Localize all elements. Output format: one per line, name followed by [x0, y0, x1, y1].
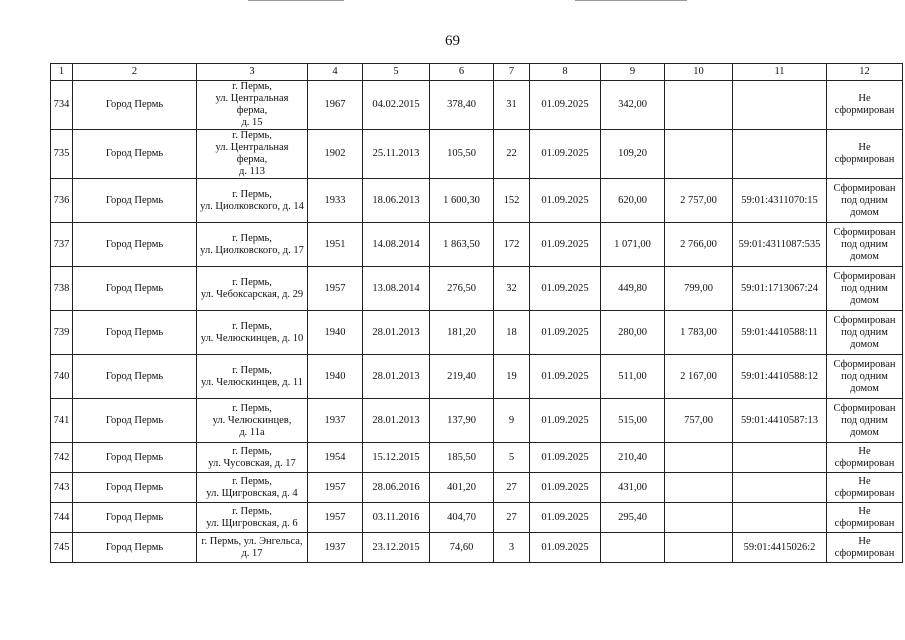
column-header: 5 [363, 64, 430, 81]
municipality-cell: Город Пермь [73, 223, 197, 267]
address-cell-line: ул. Челюскинцев, д. 11 [200, 376, 304, 388]
area-2-cell: 511,00 [601, 355, 665, 399]
area-2-cell [601, 533, 665, 563]
table-row [51, 399, 903, 443]
cadastral-number-cell: 59:01:4410587:13 [733, 399, 827, 443]
land-status-cell [827, 267, 903, 311]
land-status-cell-line: под одним [841, 326, 888, 338]
area-2-cell: 109,20 [601, 130, 665, 179]
header-row [51, 64, 903, 81]
land-status-cell-line: домом [850, 338, 879, 350]
top-rule-right [575, 0, 687, 1]
address-cell [197, 503, 308, 533]
register-table [50, 63, 903, 563]
address-cell-line: ул. Циолковского, д. 17 [200, 244, 304, 256]
address-cell [197, 399, 308, 443]
planned-date-cell: 01.09.2025 [530, 443, 601, 473]
date-cell: 28.06.2016 [363, 473, 430, 503]
area-cell: 276,50 [430, 267, 494, 311]
address-cell-line: ул. Щигровская, д. 6 [206, 517, 298, 529]
cadastral-number-cell [733, 503, 827, 533]
address-cell-line: ул. Центральная ферма, [215, 142, 289, 165]
planned-date-cell: 01.09.2025 [530, 533, 601, 563]
area-2-cell: 431,00 [601, 473, 665, 503]
address-cell-line: г. Пермь, [232, 320, 272, 332]
planned-date-cell: 01.09.2025 [530, 130, 601, 179]
column-header: 1 [51, 64, 73, 81]
land-status-cell [827, 311, 903, 355]
cadastral-number-cell [733, 130, 827, 179]
date-cell: 28.01.2013 [363, 399, 430, 443]
municipality-cell: Город Пермь [73, 443, 197, 473]
planned-date-cell: 01.09.2025 [530, 223, 601, 267]
land-status-cell-line: сформирован [834, 105, 895, 116]
address-cell [197, 267, 308, 311]
table-row [51, 311, 903, 355]
planned-date-cell: 01.09.2025 [530, 267, 601, 311]
year-built-cell: 1937 [308, 533, 363, 563]
row-number-cell: 738 [51, 267, 73, 311]
land-area-cell: 2 167,00 [665, 355, 733, 399]
row-number-cell: 737 [51, 223, 73, 267]
land-status-cell-line: под одним [841, 414, 888, 426]
area-cell: 378,40 [430, 81, 494, 130]
land-area-cell [665, 473, 733, 503]
address-cell [197, 311, 308, 355]
address-cell [197, 533, 308, 563]
row-number-cell: 742 [51, 443, 73, 473]
municipality-cell: Город Пермь [73, 473, 197, 503]
row-number-cell: 740 [51, 355, 73, 399]
area-2-cell: 449,80 [601, 267, 665, 311]
area-cell: 74,60 [430, 533, 494, 563]
column-header: 4 [308, 64, 363, 81]
table-row [51, 179, 903, 223]
planned-date-cell: 01.09.2025 [530, 355, 601, 399]
land-area-cell: 799,00 [665, 267, 733, 311]
land-area-cell [665, 533, 733, 563]
planned-date-cell: 01.09.2025 [530, 311, 601, 355]
area-cell: 219,40 [430, 355, 494, 399]
land-status-cell-line: Не [858, 93, 871, 104]
land-status-cell-line: Не [858, 445, 871, 457]
address-cell-line: г. Пермь, [232, 232, 272, 244]
date-cell: 04.02.2015 [363, 81, 430, 130]
count-cell: 19 [494, 355, 530, 399]
year-built-cell: 1937 [308, 399, 363, 443]
land-status-cell [827, 503, 903, 533]
column-header: 11 [733, 64, 827, 81]
municipality-cell: Город Пермь [73, 399, 197, 443]
table-row [51, 223, 903, 267]
table-row [51, 443, 903, 473]
municipality-cell: Город Пермь [73, 355, 197, 399]
area-2-cell: 1 071,00 [601, 223, 665, 267]
land-status-cell [827, 473, 903, 503]
address-cell-line: д. 17 [241, 547, 263, 559]
address-cell-line: г. Пермь, [232, 402, 272, 414]
table-row [51, 503, 903, 533]
table-body [51, 81, 903, 563]
land-status-cell [827, 223, 903, 267]
area-cell: 401,20 [430, 473, 494, 503]
address-cell-line: ул. Щигровская, д. 4 [206, 487, 298, 499]
address-cell-line: д. 11а [239, 426, 265, 438]
address-cell-line: г. Пермь, [232, 445, 272, 457]
cadastral-number-cell: 59:01:4415026:2 [733, 533, 827, 563]
address-cell-line: г. Пермь, [232, 475, 272, 487]
land-status-cell-line: Сформирован [833, 358, 896, 370]
row-number-cell: 735 [51, 130, 73, 179]
planned-date-cell: 01.09.2025 [530, 473, 601, 503]
row-number-cell: 734 [51, 81, 73, 130]
land-status-cell-line: сформирован [834, 547, 895, 559]
land-area-cell [665, 81, 733, 130]
land-area-cell: 2 757,00 [665, 179, 733, 223]
date-cell: 28.01.2013 [363, 311, 430, 355]
year-built-cell: 1940 [308, 311, 363, 355]
land-status-cell-line: домом [850, 382, 879, 394]
land-status-cell-line: домом [850, 294, 879, 306]
count-cell: 22 [494, 130, 530, 179]
year-built-cell: 1933 [308, 179, 363, 223]
row-number-cell: 744 [51, 503, 73, 533]
land-area-cell: 2 766,00 [665, 223, 733, 267]
column-header: 3 [197, 64, 308, 81]
land-status-cell-line: Не [858, 535, 871, 547]
land-status-cell-line: под одним [841, 282, 888, 294]
table-row [51, 130, 903, 179]
planned-date-cell: 01.09.2025 [530, 179, 601, 223]
count-cell: 172 [494, 223, 530, 267]
address-cell-line: г. Пермь, [232, 188, 272, 200]
cadastral-number-cell [733, 443, 827, 473]
land-status-cell-line: Сформирован [833, 314, 896, 326]
land-status-cell [827, 533, 903, 563]
land-status-cell-line: Сформирован [833, 182, 896, 194]
land-status-cell-line: Сформирован [833, 402, 896, 414]
column-header: 10 [665, 64, 733, 81]
area-cell: 404,70 [430, 503, 494, 533]
land-status-cell [827, 399, 903, 443]
address-cell-line: ул. Центральная ферма, [215, 93, 289, 116]
address-cell [197, 473, 308, 503]
row-number-cell: 741 [51, 399, 73, 443]
date-cell: 14.08.2014 [363, 223, 430, 267]
land-status-cell [827, 81, 903, 130]
land-status-cell-line: Не [858, 505, 871, 517]
land-area-cell: 757,00 [665, 399, 733, 443]
column-header: 9 [601, 64, 665, 81]
land-status-cell-line: Сформирован [833, 270, 896, 282]
top-rule-left [248, 0, 344, 1]
address-cell [197, 130, 308, 179]
date-cell: 28.01.2013 [363, 355, 430, 399]
address-cell-line: ул. Челюскинцев, д. 10 [200, 332, 304, 344]
address-cell-line: г. Пермь, [232, 505, 272, 517]
year-built-cell: 1954 [308, 443, 363, 473]
land-status-cell-line: под одним [841, 194, 888, 206]
address-cell-line: ул. Чусовская, д. 17 [208, 457, 296, 469]
land-area-cell: 1 783,00 [665, 311, 733, 355]
count-cell: 5 [494, 443, 530, 473]
area-cell: 181,20 [430, 311, 494, 355]
address-cell [197, 223, 308, 267]
municipality-cell: Город Пермь [73, 503, 197, 533]
date-cell: 13.08.2014 [363, 267, 430, 311]
year-built-cell: 1940 [308, 355, 363, 399]
address-cell-line: г. Пермь, ул. Энгельса, [201, 535, 303, 547]
year-built-cell: 1951 [308, 223, 363, 267]
page-number: 69 [445, 33, 460, 49]
area-2-cell: 295,40 [601, 503, 665, 533]
land-area-cell [665, 130, 733, 179]
year-built-cell: 1967 [308, 81, 363, 130]
planned-date-cell: 01.09.2025 [530, 81, 601, 130]
planned-date-cell: 01.09.2025 [530, 399, 601, 443]
address-cell-line: г. Пермь, [232, 276, 272, 288]
land-status-cell [827, 443, 903, 473]
year-built-cell: 1902 [308, 130, 363, 179]
year-built-cell: 1957 [308, 503, 363, 533]
count-cell: 9 [494, 399, 530, 443]
count-cell: 152 [494, 179, 530, 223]
land-status-cell-line: сформирован [834, 487, 895, 499]
area-2-cell: 620,00 [601, 179, 665, 223]
municipality-cell: Город Пермь [73, 267, 197, 311]
table-row [51, 473, 903, 503]
row-number-cell: 736 [51, 179, 73, 223]
municipality-cell: Город Пермь [73, 179, 197, 223]
address-cell-line: ул. Челюскинцев, [212, 414, 292, 426]
table-row [51, 533, 903, 563]
area-2-cell: 515,00 [601, 399, 665, 443]
land-status-cell [827, 355, 903, 399]
land-status-cell-line: под одним [841, 370, 888, 382]
area-cell: 105,50 [430, 130, 494, 179]
land-status-cell-line: сформирован [834, 154, 895, 165]
area-cell: 1 600,30 [430, 179, 494, 223]
address-cell-line: г. Пермь, [232, 364, 272, 376]
land-status-cell-line: под одним [841, 238, 888, 250]
area-cell: 1 863,50 [430, 223, 494, 267]
cadastral-number-cell: 59:01:4311087:535 [733, 223, 827, 267]
land-status-cell-line: домом [850, 206, 879, 218]
address-cell [197, 179, 308, 223]
cadastral-number-cell: 59:01:4410588:11 [733, 311, 827, 355]
date-cell: 03.11.2016 [363, 503, 430, 533]
cadastral-number-cell: 59:01:4311070:15 [733, 179, 827, 223]
count-cell: 31 [494, 81, 530, 130]
address-cell-line: г. Пермь, [232, 130, 272, 141]
area-2-cell: 210,40 [601, 443, 665, 473]
area-2-cell: 280,00 [601, 311, 665, 355]
address-cell-line: г. Пермь, [232, 81, 272, 92]
column-header: 7 [494, 64, 530, 81]
count-cell: 3 [494, 533, 530, 563]
year-built-cell: 1957 [308, 267, 363, 311]
land-status-cell-line: сформирован [834, 457, 895, 469]
count-cell: 32 [494, 267, 530, 311]
column-header: 12 [827, 64, 903, 81]
count-cell: 18 [494, 311, 530, 355]
address-cell [197, 355, 308, 399]
column-header: 2 [73, 64, 197, 81]
land-status-cell-line: домом [850, 250, 879, 262]
area-cell: 137,90 [430, 399, 494, 443]
land-status-cell-line: домом [850, 426, 879, 438]
year-built-cell: 1957 [308, 473, 363, 503]
municipality-cell: Город Пермь [73, 81, 197, 130]
land-status-cell-line: Сформирован [833, 226, 896, 238]
address-cell-line: д. 15 [241, 117, 263, 128]
table-row [51, 267, 903, 311]
table-row [51, 355, 903, 399]
count-cell: 27 [494, 473, 530, 503]
address-cell-line: ул. Циолковского, д. 14 [200, 200, 304, 212]
cadastral-number-cell: 59:01:1713067:24 [733, 267, 827, 311]
land-area-cell [665, 503, 733, 533]
address-cell-line: ул. Чебоксарская, д. 29 [200, 288, 304, 300]
row-number-cell: 745 [51, 533, 73, 563]
land-area-cell [665, 443, 733, 473]
municipality-cell: Город Пермь [73, 533, 197, 563]
date-cell: 15.12.2015 [363, 443, 430, 473]
area-cell: 185,50 [430, 443, 494, 473]
row-number-cell: 743 [51, 473, 73, 503]
cadastral-number-cell [733, 473, 827, 503]
table-row [51, 81, 903, 130]
date-cell: 23.12.2015 [363, 533, 430, 563]
land-status-cell-line: Не [858, 142, 871, 153]
area-2-cell: 342,00 [601, 81, 665, 130]
date-cell: 18.06.2013 [363, 179, 430, 223]
municipality-cell: Город Пермь [73, 311, 197, 355]
column-header: 6 [430, 64, 494, 81]
cadastral-number-cell [733, 81, 827, 130]
land-status-cell-line: Не [858, 475, 871, 487]
count-cell: 27 [494, 503, 530, 533]
row-number-cell: 739 [51, 311, 73, 355]
cadastral-number-cell: 59:01:4410588:12 [733, 355, 827, 399]
column-header: 8 [530, 64, 601, 81]
date-cell: 25.11.2013 [363, 130, 430, 179]
address-cell [197, 443, 308, 473]
land-status-cell-line: сформирован [834, 517, 895, 529]
address-cell [197, 81, 308, 130]
municipality-cell: Город Пермь [73, 130, 197, 179]
planned-date-cell: 01.09.2025 [530, 503, 601, 533]
land-status-cell [827, 179, 903, 223]
land-status-cell [827, 130, 903, 179]
address-cell-line: д. 113 [239, 166, 265, 177]
